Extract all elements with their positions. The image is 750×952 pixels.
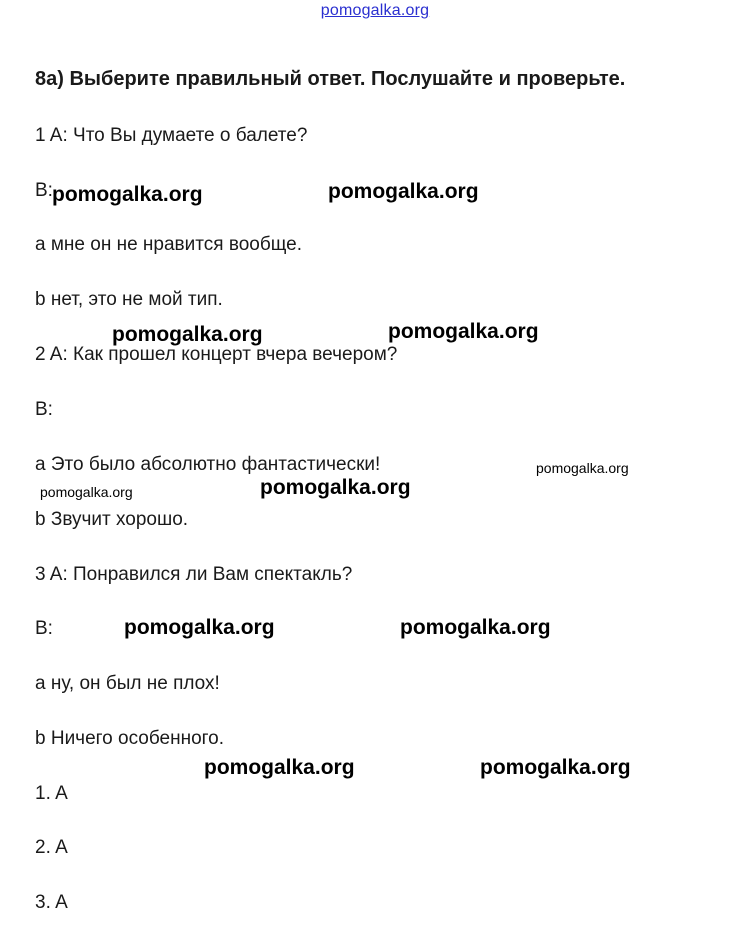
option-1b: b нет, это не мой тип.	[35, 289, 223, 310]
watermark: pomogalka.org	[204, 756, 355, 779]
watermark: pomogalka.org	[124, 616, 275, 639]
question-3: 3 A: Понравился ли Вам спектакль?	[35, 564, 353, 585]
watermark: pomogalka.org	[480, 756, 631, 779]
answer-key-1: 1. A	[35, 783, 68, 804]
option-1a: a мне он не нравится вообще.	[35, 234, 302, 255]
option-3a: a ну, он был не плох!	[35, 673, 220, 694]
answer-prompt-2: B:	[35, 399, 53, 420]
watermark: pomogalka.org	[388, 320, 539, 343]
answer-key-2: 2. A	[35, 837, 68, 858]
watermark: pomogalka.org	[52, 183, 203, 206]
exercise-title: 8a) Выберите правильный ответ. Послушайте и проверьте.	[35, 68, 626, 90]
option-3b: b Ничего особенного.	[35, 728, 224, 749]
answer-key-3: 3. A	[35, 892, 68, 913]
question-2: 2 A: Как прошел концерт вчера вечером?	[35, 344, 398, 365]
site-link[interactable]: pomogalka.org	[320, 2, 430, 19]
answer-prompt-1: B:	[35, 180, 53, 201]
watermark: pomogalka.org	[260, 476, 411, 499]
question-1: 1 A: Что Вы думаете о балете?	[35, 125, 308, 146]
watermark: pomogalka.org	[400, 616, 551, 639]
watermark: pomogalka.org	[536, 460, 629, 476]
watermark: pomogalka.org	[328, 180, 479, 203]
option-2b: b Звучит хорошо.	[35, 509, 189, 530]
option-2a: a Это было абсолютно фантастически!	[35, 454, 381, 475]
watermark: pomogalka.org	[40, 484, 133, 500]
watermark: pomogalka.org	[112, 323, 263, 346]
answer-prompt-3: B:	[35, 618, 53, 639]
